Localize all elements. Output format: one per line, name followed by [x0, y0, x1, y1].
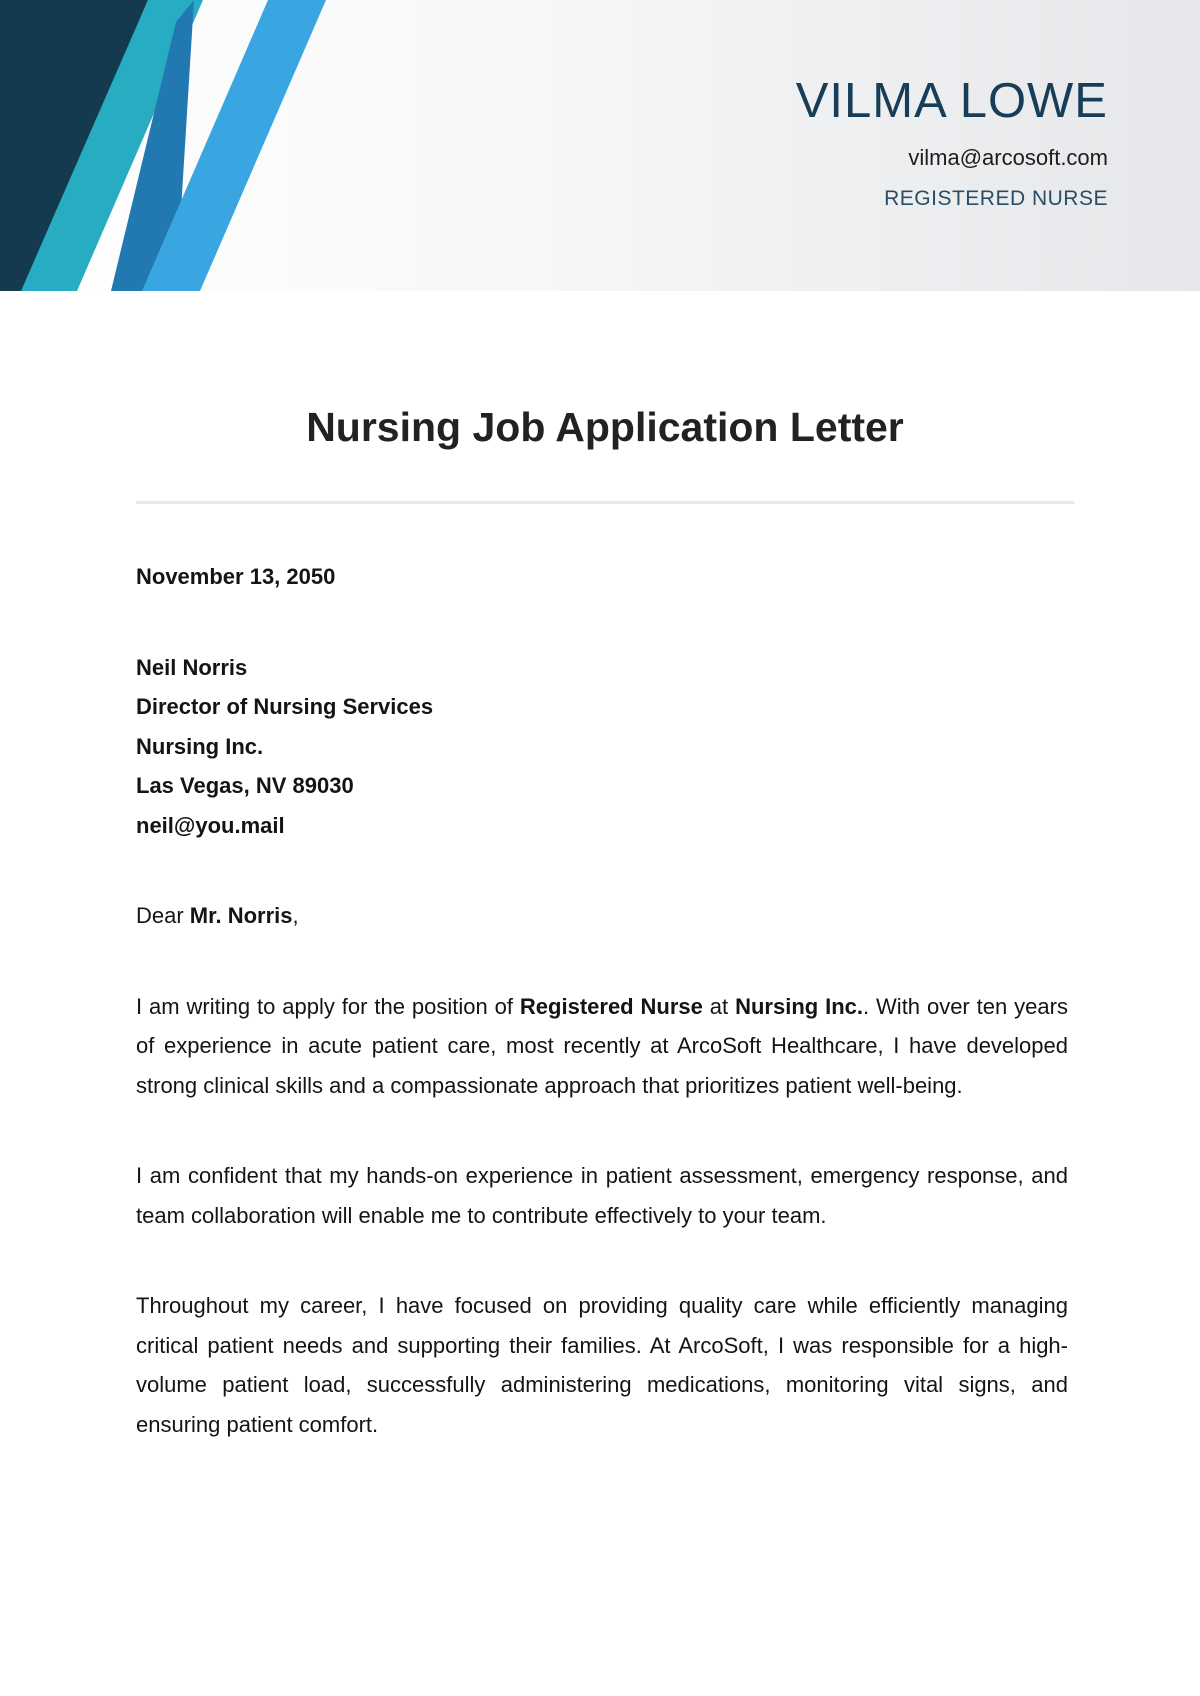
paragraph-career: Throughout my career, I have focused on providing quality care while efficiently managing critical patient needs and supporting their families. At ArcoSoft, I was responsible for a high-volume patient load, successfully administering medications, monitoring vital signs, and ensuring patient comfort. [136, 1293, 1068, 1437]
recipient-block [136, 648, 1068, 846]
paragraph-intro-text-2: at [702, 993, 736, 1019]
recipient-name: Neil Norris [136, 654, 248, 680]
author-name: VILMA LOWE [795, 74, 1108, 128]
salutation [136, 896, 1068, 936]
header-banner [0, 0, 1200, 291]
recipient-title: Director of Nursing Services [136, 694, 434, 719]
title-divider [136, 501, 1074, 504]
paragraph-intro [136, 987, 1068, 1106]
company-name: Nursing Inc. [735, 993, 864, 1019]
author-block [796, 70, 1108, 213]
decorative-stripes [0, 0, 340, 291]
salutation-prefix: Dear [136, 903, 190, 928]
author-role: REGISTERED NURSE [884, 187, 1108, 210]
document-title: Nursing Job Application Letter [306, 404, 904, 450]
recipient-company: Nursing Inc. [136, 733, 264, 759]
letter-body [136, 557, 1068, 1444]
letter-date: November 13, 2050 [136, 564, 336, 589]
paragraph-confidence: I am confident that my hands-on experience in patient assessment, emergency response, and team collaboration will enable me to contribute effectively to your team. [136, 1163, 1068, 1228]
recipient-address: Las Vegas, NV 89030 [136, 773, 354, 798]
position-name: Registered Nurse [519, 993, 703, 1019]
salutation-name: Mr. Norris [189, 903, 293, 928]
paragraph-intro-text-3: . With over ten years of experience in acute patient care, most recently at ArcoSoft Healthcare, I have developed strong clinical skills and a compassionate approach that prioritizes patient well-being. [136, 993, 1068, 1098]
salutation-suffix: , [292, 903, 299, 928]
paragraph-intro-text-1: I am writing to apply for the position of [136, 993, 520, 1019]
recipient-email[interactable]: neil@you.mail [136, 812, 285, 838]
author-email[interactable]: vilma@arcosoft.com [908, 145, 1108, 170]
